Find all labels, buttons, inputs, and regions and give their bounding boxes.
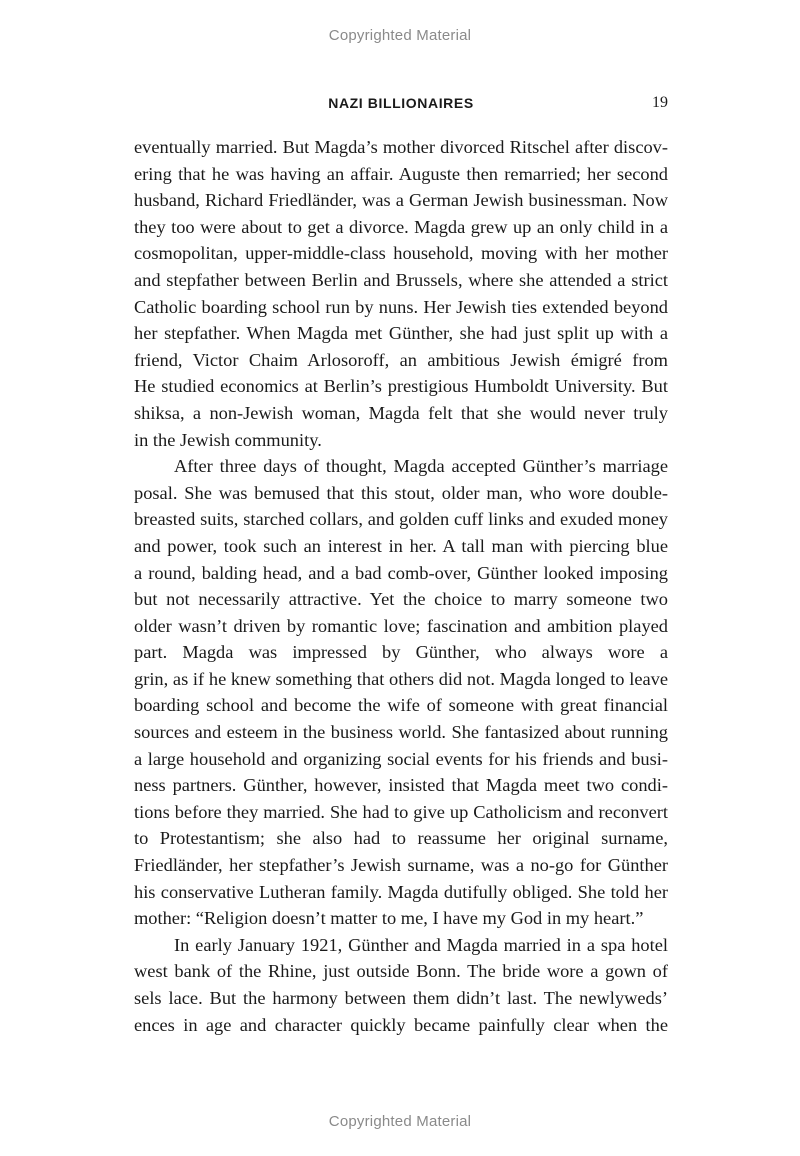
text-line: part. Magda was impressed by Günther, who always wore a [134, 642, 668, 663]
text-line: ences in age and character quickly became painfully clear when the [134, 1014, 668, 1035]
text-line: they too were about to get a divorce. Magda grew up an only child in a [134, 216, 668, 237]
text-line: friend, Victor Chaim Arlosoroff, an ambitious Jewish émigré from [134, 349, 668, 370]
text-line: breasted suits, starched collars, and golden cuff links and exuded money [134, 509, 668, 530]
text-line: her stepfather. When Magda met Günther, she had just split up with a [134, 323, 668, 344]
text-line: Friedländer, her stepfather’s Jewish surname, was a no-go for Günther [134, 855, 668, 876]
text-line: In early January 1921, Günther and Magda married in a spa hotel [174, 934, 668, 955]
text-line: mother: “Religion doesn’t matter to me, I have my God in my heart.” [134, 908, 644, 929]
page-number: 19 [652, 94, 668, 111]
text-line: tions before they married. She had to give up Catholicism and reconvert [134, 801, 668, 822]
text-line: a large household and organizing social events for his friends and busi- [134, 748, 668, 769]
paragraph-1 [134, 134, 668, 453]
text-line: to Protestantism; she also had to reassume her original surname, [134, 828, 668, 849]
text-line: sels lace. But the harmony between them didn’t last. The newlyweds’ [134, 988, 668, 1008]
text-line: and power, took such an interest in her. A tall man with piercing blue [134, 535, 668, 556]
text-line: sources and esteem in the business world. She fantasized about running [134, 722, 668, 743]
text-line: eventually married. But Magda’s mother divorced Ritschel after discov- [134, 137, 668, 157]
text-line: ering that he was having an affair. Auguste then remarried; her second [134, 163, 668, 184]
text-line: older wasn’t driven by romantic love; fascination and ambition played [134, 615, 668, 636]
text-line: shiksa, a non-Jewish woman, Magda felt that she would never truly [134, 402, 668, 423]
paragraph-3 [134, 932, 668, 1038]
paragraph-2 [134, 453, 668, 932]
text-line: posal. She was bemused that this stout, older man, who wore double- [134, 482, 668, 503]
text-line: and stepfather between Berlin and Brussels, where she attended a strict [134, 269, 668, 290]
running-head [134, 94, 668, 114]
text-line: in the Jewish community. [134, 429, 322, 450]
text-line: cosmopolitan, upper-middle-class household, moving with her mother [134, 243, 668, 264]
text-line: west bank of the Rhine, just outside Bonn. The bride wore a gown of [134, 961, 668, 982]
copyright-watermark-top: Copyrighted Material [328, 27, 472, 44]
text-line: husband, Richard Friedländer, was a German Jewish businessman. Now [134, 190, 668, 211]
text-line: but not necessarily attractive. Yet the choice to marry someone two [134, 589, 668, 610]
copyright-watermark-bottom: Copyrighted Material [328, 1113, 472, 1130]
body-text [134, 134, 668, 1038]
text-line: He studied economics at Berlin’s prestigious Humboldt University. But [134, 376, 668, 397]
text-line: ness partners. Günther, however, insisted that Magda meet two condi- [134, 775, 668, 796]
text-line: a round, balding head, and a bad comb-over, Günther looked imposing [134, 562, 668, 583]
text-line: his conservative Lutheran family. Magda dutifully obliged. She told her [134, 881, 668, 902]
text-line: After three days of thought, Magda accepted Günther’s marriage [174, 456, 668, 477]
running-title: NAZI BILLIONAIRES [328, 95, 474, 111]
text-line: Catholic boarding school run by nuns. Her Jewish ties extended beyond [134, 296, 668, 317]
text-line: boarding school and become the wife of someone with great financial [134, 695, 668, 716]
text-line: grin, as if he knew something that others did not. Magda longed to leave [134, 668, 668, 689]
